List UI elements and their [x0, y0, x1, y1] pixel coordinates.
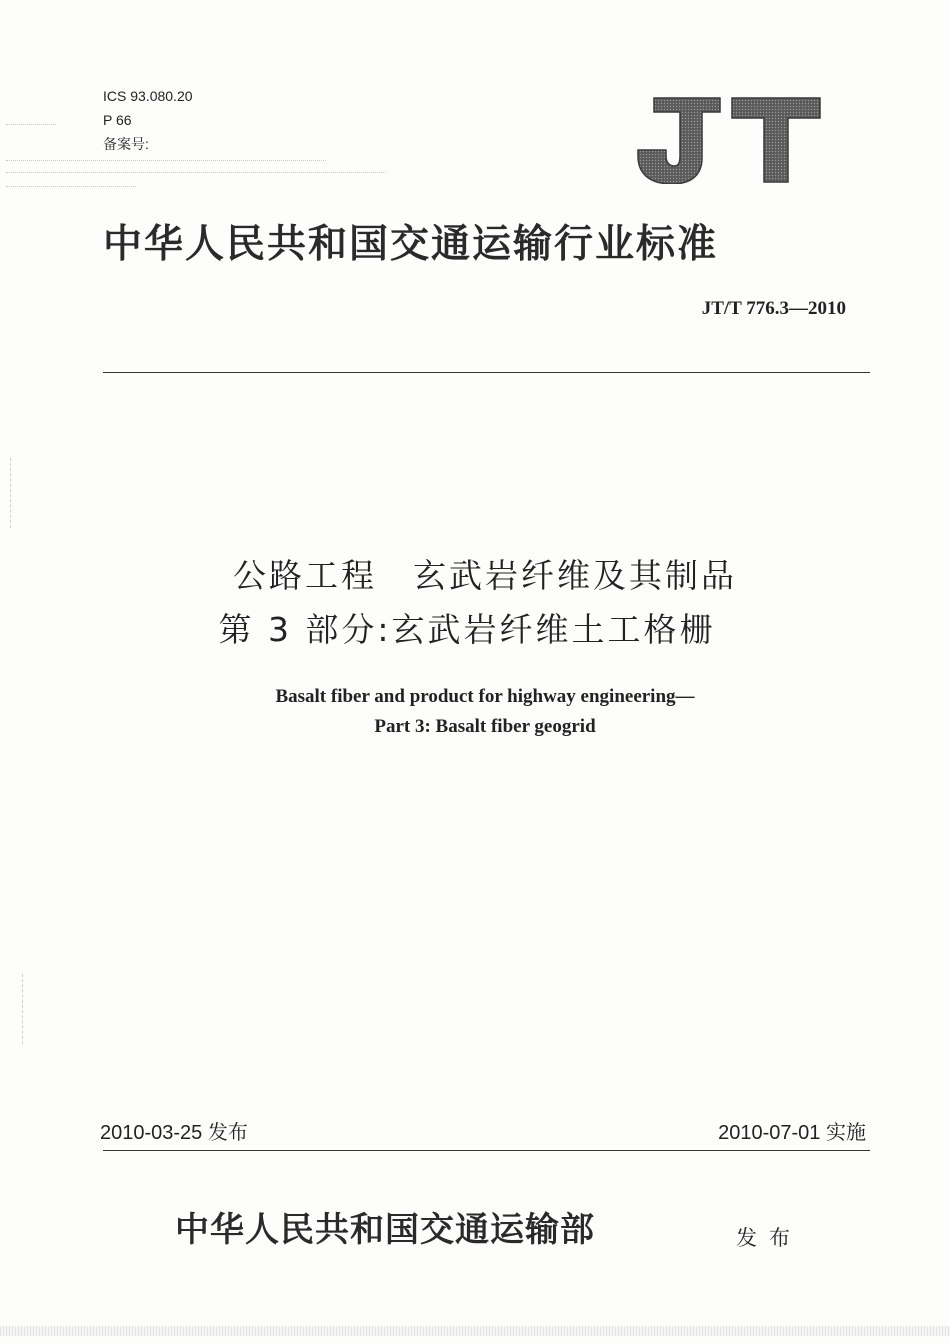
chinese-title-line-2: 第 3 部分:玄武岩纤维土工格栅 — [218, 610, 716, 649]
scan-artifact — [6, 186, 136, 187]
filing-number-label: 备案号: — [103, 136, 149, 152]
implementation-date: 2010-07-01 实施 — [718, 1122, 866, 1144]
standard-code: JT/T 776.3—2010 — [701, 298, 846, 319]
scan-edge-artifact — [0, 1326, 950, 1336]
issue-date: 2010-03-25 发布 — [100, 1122, 248, 1144]
publish-label: 发布 — [736, 1226, 802, 1250]
industry-standard-title: 中华人民共和国交通运输行业标准 — [103, 221, 719, 267]
scan-artifact — [6, 124, 56, 125]
jt-logo-icon — [636, 96, 822, 184]
english-title-line-1: Basalt fiber and product for highway engineering— — [275, 686, 695, 707]
chinese-title-line-1: 公路工程 玄武岩纤维及其制品 — [233, 556, 737, 595]
publisher-name: 中华人民共和国交通运输部 — [175, 1210, 595, 1250]
english-title-line-2: Part 3: Basalt fiber geogrid — [374, 716, 596, 737]
scan-artifact — [10, 458, 13, 528]
ics-code: ICS 93.080.20 — [103, 88, 193, 104]
footer-divider — [103, 1150, 870, 1151]
scan-artifact — [6, 172, 386, 173]
header-divider — [103, 372, 870, 373]
classification-block — [103, 84, 193, 156]
scan-artifact — [6, 160, 326, 161]
classification-code: P 66 — [103, 112, 132, 128]
scan-artifact — [22, 974, 25, 1044]
